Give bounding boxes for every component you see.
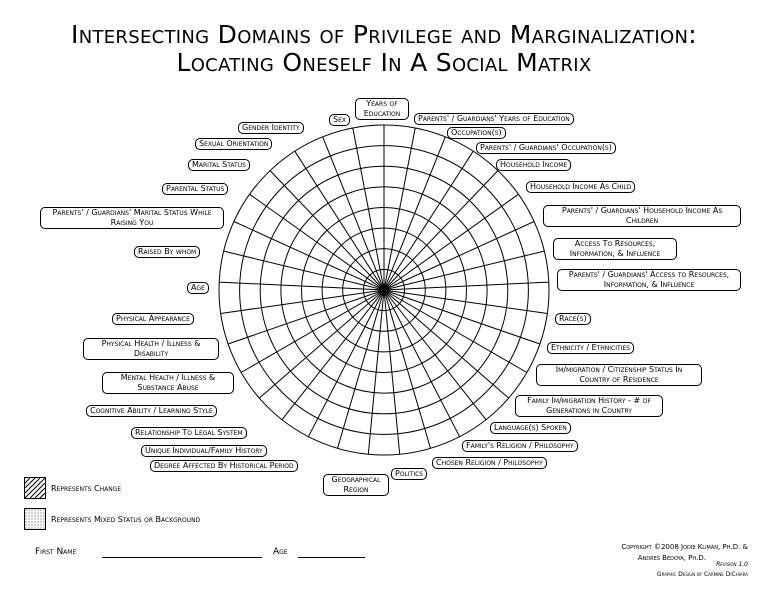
label-sex: Sex [329,114,350,126]
age-field[interactable] [298,557,365,558]
label-languages-spoken: Language(s) Spoken [490,422,571,434]
age-label: Age [273,547,288,557]
label-legal-system: Relationship To Legal System [131,427,247,439]
label-access-to-resources: Access To Resources, Information, & Influence [553,238,677,260]
label-family-religion: Family's Religion / Philosophy [462,440,578,452]
revision-label: Revision 1.0 [716,561,748,568]
label-race: Race(s) [555,313,591,325]
label-sexual-orientation: Sexual Orientation [195,138,272,150]
wheel-spoke [221,290,384,314]
first-name-field[interactable] [102,557,262,558]
wheel-spoke [259,290,384,398]
label-cognitive-ability: Cognitive Ability / Learning Style [86,405,217,417]
legend-change-label: Represents Change [51,484,122,493]
label-parents-marital-status: Parents' / Guardians' Marital Status While Raising You [40,207,224,229]
label-parental-status: Parental Status [162,183,228,195]
label-household-income-as-child: Household Income As Child [526,181,635,193]
wheel-spoke [384,290,547,314]
label-politics: Politics [391,468,427,480]
label-household-income: Household Income [496,159,571,171]
wheel-spoke [282,290,384,420]
mixed-swatch [24,508,46,530]
title-line-2: Locating Oneself In A Social Matrix [176,48,592,77]
wheel-spoke [384,137,445,290]
wheel-spoke [323,137,384,290]
legend-mixed-label: Represents Mixed Status or Background [51,515,201,524]
label-unique-history: Unique Individual/Family History [141,445,267,457]
label-historical-period: Degree Affected By Historical Period [150,460,298,472]
label-physical-appearance: Physical Appearance [112,313,194,325]
label-parents-access-to-resources: Parents' / Guardians' Access to Resources, Information, & Influence [557,269,741,291]
label-occupation: Occupation(s) [447,127,506,139]
label-years-of-education: Years of Education [355,98,409,120]
label-mental-health: Mental Health / Illness & Substance Abuse [102,372,234,394]
label-family-immigration-history: Family Im/migration History - # of Generations in Country [515,395,663,417]
wheel-spoke [384,290,486,420]
change-swatch [24,477,46,499]
dot-stipple-pattern [25,509,45,529]
label-raised-by-whom: Raised By whom [134,246,200,258]
wheel-spoke [384,290,431,448]
copyright-line-2: Andres Bedoya, Ph.D. [637,554,706,562]
design-credit: Graphic Design by Carmine DiChiara [656,571,748,578]
label-physical-health: Physical Health / Illness & Disability [83,338,219,360]
title-line-1: Intersecting Domains of Privilege and Marginalization: [71,20,697,49]
diagonal-hatch-pattern [25,478,45,498]
label-gender-identity: Gender Identity [238,122,304,134]
label-marital-status: Marital Status [188,159,250,171]
label-immigration-status: Im/migration / Citizenship Status In Country of Residence [536,364,702,386]
label-parents-household-income: Parents' / Guardians' Household Income As Children [543,205,741,227]
label-chosen-religion: Chosen Religion / Philosophy [432,457,547,469]
label-ethnicity: Ethnicity / Ethnicities [547,342,634,354]
label-parents-years-of-education: Parents' / Guardians' Years of Education [414,113,574,125]
label-age: Age [187,282,209,294]
copyright-line-1: Copyright ©2008 Jodie Kliman, Ph.D. & [621,543,748,551]
wheel-spoke [338,290,385,448]
wheel-spoke [384,290,509,398]
label-geographical-region: Geographical Region [323,474,389,496]
first-name-label: First Name [35,547,77,557]
label-parents-occupation: Parents' / Guardians' Occupation(s) [476,142,616,154]
